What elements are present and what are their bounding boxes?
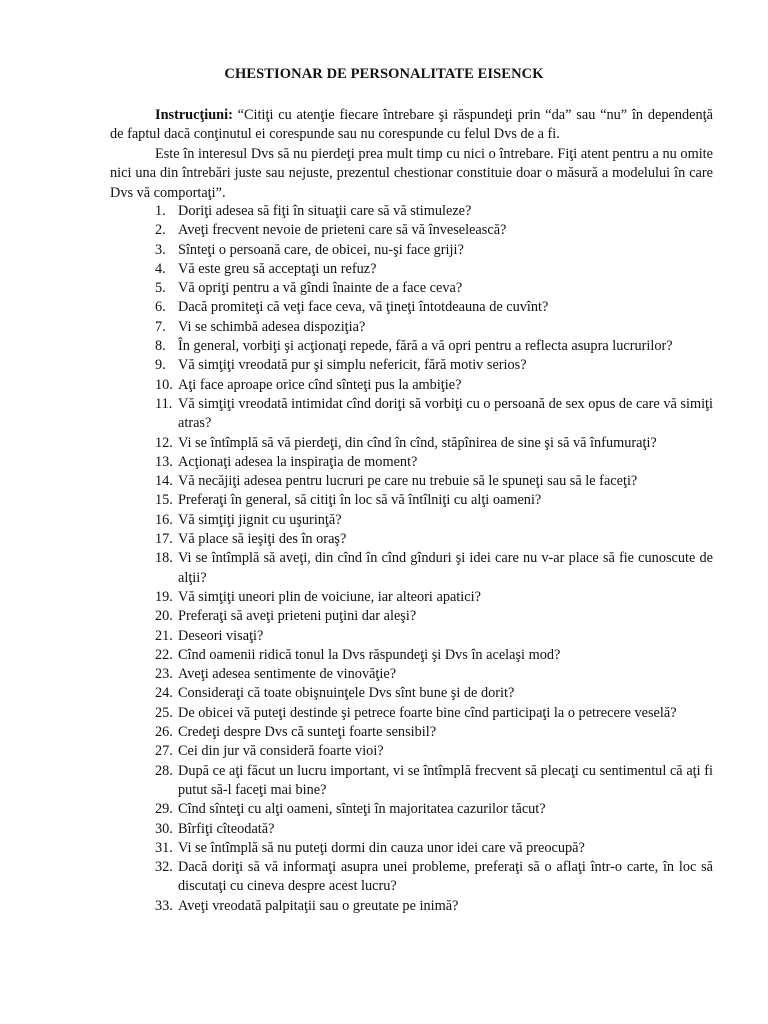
instructions-paragraph-2: Este în interesul Dvs să nu pierdeţi prea mult timp cu nici o întrebare. Fiţi atent pentru a nu omite nici una din întrebări juste sau nejuste, prezentul chestionar constituie doar o măsură a modelului în care Dvs vă comportaţi”.: [110, 146, 713, 201]
question-number: 22.: [155, 646, 173, 663]
question-number: 19.: [155, 588, 173, 605]
question-text: Cînd sînteţi cu alţi oameni, sînteţi în majoritatea cazurilor tăcut?: [178, 801, 546, 818]
question-text: De obicei vă puteţi destinde şi petrece foarte bine cînd participaţi la o petrecere veselă?: [178, 704, 677, 721]
question-number: 12.: [155, 434, 173, 451]
document-title: CHESTIONAR DE PERSONALITATE EISENCK: [224, 66, 544, 82]
question-item: [110, 800, 713, 819]
question-text: Vă este greu să acceptaţi un refuz?: [178, 260, 377, 277]
instructions-paragraph: [110, 106, 713, 145]
question-item: [110, 723, 713, 742]
question-number: 13.: [155, 453, 173, 470]
question-number: 25.: [155, 704, 173, 721]
question-number: 7.: [155, 318, 166, 335]
question-item: [110, 472, 713, 491]
question-number: 6.: [155, 299, 166, 316]
question-item: [110, 279, 713, 298]
question-number: 10.: [155, 376, 173, 393]
questions-list: [110, 202, 713, 916]
question-text: Acţionaţi adesea la inspiraţia de moment?: [178, 453, 418, 470]
question-item: [110, 530, 713, 549]
question-text: Vă necăjiţi adesea pentru lucruri pe care nu trebuie să le spuneţi sau să le faceţi?: [178, 473, 638, 490]
question-number: 28.: [155, 762, 173, 779]
question-item: [110, 260, 713, 279]
question-text: Bîrfiţi cîteodată?: [178, 820, 275, 837]
question-text: Aveţi frecvent nevoie de prieteni care să vă înveselească?: [178, 222, 507, 239]
question-number: 33.: [155, 897, 173, 914]
question-number: 23.: [155, 666, 173, 683]
question-item: [110, 646, 713, 665]
question-item: [110, 356, 713, 375]
question-item: [110, 453, 713, 472]
question-item: [110, 549, 713, 588]
question-text: Aţi face aproape orice cînd sînteţi pus la ambiţie?: [178, 376, 462, 393]
question-number: 26.: [155, 724, 173, 741]
question-text: În general, vorbiţi şi acţionaţi repede, fără a vă opri pentru a reflecta asupra lucrurilor?: [178, 338, 673, 355]
question-text: Consideraţi că toate obişnuinţele Dvs sînt bune şi de dorit?: [178, 685, 515, 702]
question-number: 24.: [155, 685, 173, 702]
question-item: [110, 665, 713, 684]
question-text: Vă place să ieşiţi des în oraş?: [178, 531, 347, 548]
question-number: 27.: [155, 743, 173, 760]
question-number: 21.: [155, 627, 173, 644]
question-number: 15.: [155, 492, 173, 509]
question-number: 5.: [155, 280, 166, 297]
question-text: Vă simţiţi uneori plin de voiciune, iar alteori apatici?: [178, 588, 481, 605]
question-item: [110, 318, 713, 337]
question-text: Preferaţi să aveţi prieteni puţini dar aleşi?: [178, 608, 417, 625]
question-text: Dacă promiteţi că veţi face ceva, vă ţineţi întotdeauna de cuvînt?: [178, 299, 549, 316]
question-text: Cei din jur vă consideră foarte vioi?: [178, 743, 384, 760]
question-item: [110, 704, 713, 723]
question-item: [110, 627, 713, 646]
question-item: [110, 434, 713, 453]
question-text: Vi se întîmplă să vă pierdeţi, din cînd în cînd, stăpînirea de sine şi să vă înfumuraţi?: [178, 434, 657, 451]
question-text: Aveţi vreodată palpitaţii sau o greutate pe inimă?: [178, 897, 459, 914]
question-item: [110, 202, 713, 221]
question-number: 30.: [155, 820, 173, 837]
question-number: 9.: [155, 357, 166, 374]
question-text: Cînd oamenii ridică tonul la Dvs răspundeţi şi Dvs în acelaşi mod?: [178, 646, 561, 663]
question-item: [110, 588, 713, 607]
question-number: 11.: [155, 395, 173, 412]
question-item: [110, 221, 713, 240]
instructions-text: “Citiţi cu atenţie fiecare întrebare şi răspundeţi prin “da” sau “nu” în dependenţă de faptul dacă conţinutul ei corespunde sau nu corespunde cu felul Dvs de a fi.: [110, 107, 713, 143]
question-text: Vă simţiţi vreodată pur şi simplu nefericit, fără motiv serios?: [178, 357, 527, 374]
question-item: [110, 820, 713, 839]
question-text: Aveţi adesea sentimente de vinovăţie?: [178, 666, 397, 683]
question-item: [110, 897, 713, 916]
question-item: [110, 376, 713, 395]
question-number: 1.: [155, 203, 166, 219]
question-number: 31.: [155, 839, 173, 856]
question-text: Dacă doriţi să vă informaţi asupra unei probleme, preferaţi să o aflaţi într-o carte, în loc să discutaţi cu cineva despre acest lucru?: [178, 859, 713, 895]
question-text: Credeţi despre Dvs că sunteţi foarte sensibil?: [178, 724, 437, 741]
question-item: [110, 858, 713, 897]
question-text: Vi se schimbă adesea dispoziţia?: [178, 318, 366, 335]
question-item: [110, 684, 713, 703]
instructions-label: Instrucţiuni:: [155, 107, 233, 123]
question-number: 29.: [155, 801, 173, 818]
question-number: 17.: [155, 531, 173, 548]
question-item: [110, 395, 713, 434]
question-item: [110, 607, 713, 626]
question-item: [110, 298, 713, 317]
question-item: [110, 839, 713, 858]
question-text: Vă simţiţi jignit cu uşurinţă?: [178, 511, 342, 528]
question-item: [110, 241, 713, 260]
question-number: 2.: [155, 222, 166, 239]
question-item: [110, 491, 713, 510]
question-number: 14.: [155, 473, 173, 490]
question-item: [110, 511, 713, 530]
question-text: După ce aţi făcut un lucru important, vi se întîmplă frecvent să plecaţi cu sentimentul că aţi fi putut să-l faceţi mai bine?: [178, 762, 713, 798]
question-number: 32.: [155, 859, 173, 876]
question-text: Vi se întîmplă să aveţi, din cînd în cînd gînduri şi idei care nu v-ar place să fie cunoscute de alţii?: [178, 550, 713, 586]
question-number: 16.: [155, 511, 173, 528]
question-text: Sînteţi o persoană care, de obicei, nu-şi face griji?: [178, 241, 464, 258]
question-text: Vă simţiţi vreodată intimidat cînd doriţi să vorbiţi cu o persoană de sex opus de care vă simiţi atras?: [178, 395, 713, 432]
question-text: Vi se întîmplă să nu puteţi dormi din cauza unor idei care vă preocupă?: [178, 839, 585, 856]
question-text: Vă opriţi pentru a vă gîndi înainte de a face ceva?: [178, 280, 463, 297]
question-text: Preferaţi în general, să citiţi în loc să vă întîlniţi cu alţi oameni?: [178, 492, 542, 509]
question-number: 4.: [155, 260, 166, 277]
question-item: [110, 337, 713, 356]
question-number: 20.: [155, 608, 173, 625]
question-text: Deseori visaţi?: [178, 627, 264, 644]
question-text: Doriţi adesea să fiţi în situaţii care să vă stimuleze?: [178, 203, 472, 219]
question-number: 8.: [155, 338, 166, 355]
question-number: 3.: [155, 241, 166, 258]
question-number: 18.: [155, 550, 173, 567]
question-item: [110, 742, 713, 761]
question-item: [110, 762, 713, 801]
